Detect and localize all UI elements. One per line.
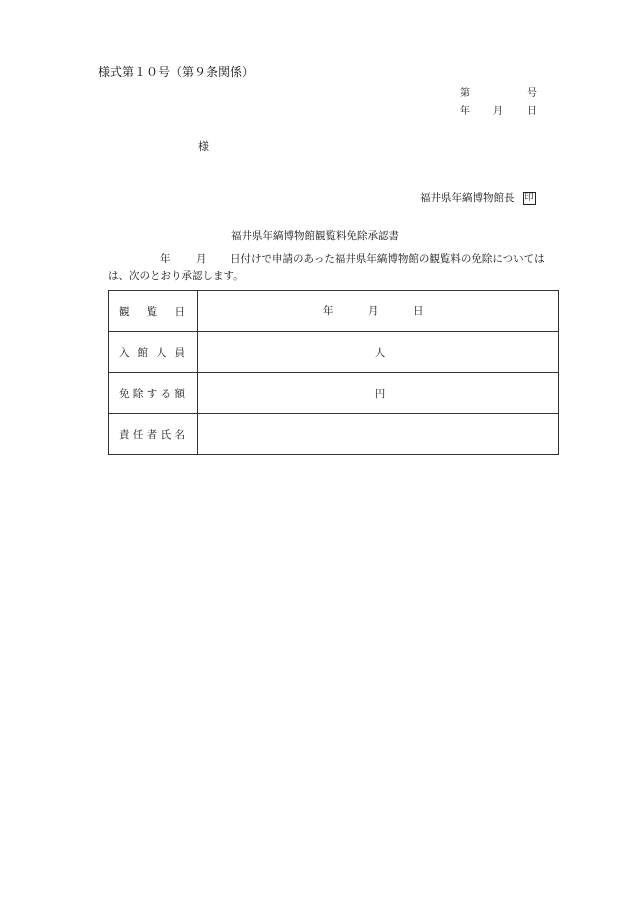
addressee-suffix: 様 <box>198 140 209 153</box>
issuer-line <box>420 190 536 205</box>
approval-table <box>108 290 559 455</box>
visitors-unit: 人 <box>374 346 386 359</box>
table-row <box>109 291 559 332</box>
body-line-1-text: 日付けで申請のあった福井県年縞博物館の観覧料の免除については <box>230 253 545 265</box>
visit-date-year: 年 <box>323 304 334 317</box>
value-cell-responsible-person <box>198 414 559 455</box>
label-cell <box>109 291 198 332</box>
table-row <box>109 332 559 373</box>
issue-date-day: 日 <box>527 106 537 117</box>
form-number: 様式第１０号（第９条関係） <box>98 65 255 79</box>
body-year: 年 <box>160 253 171 265</box>
body-month: 月 <box>196 253 207 265</box>
row-label-exempt-amount: 免除する額 <box>119 387 185 400</box>
table-row <box>109 414 559 455</box>
doc-number-go: 号 <box>527 88 537 99</box>
visit-date-day: 日 <box>413 304 424 317</box>
issue-date-year: 年 <box>460 106 470 117</box>
visit-date-month: 月 <box>368 304 379 317</box>
value-cell-exempt-amount <box>198 373 559 414</box>
label-cell <box>109 373 198 414</box>
value-cell-visitors <box>198 332 559 373</box>
row-label-visitors: 入館人員 <box>119 346 185 359</box>
seal-mark: 印 <box>524 193 534 203</box>
issue-date-month: 月 <box>493 106 503 117</box>
issuer-name: 福井県年縞博物館長 <box>420 192 515 204</box>
label-cell <box>109 332 198 373</box>
table-row <box>109 373 559 414</box>
body-line-2: は、次のとおり承認します。 <box>108 270 244 282</box>
row-label-visit-date: 観覧日 <box>119 305 185 318</box>
value-cell-visit-date <box>198 291 559 332</box>
document-title: 福井県年縞博物館観覧料免除承認書 <box>231 230 399 242</box>
visit-date-units <box>323 303 433 317</box>
doc-number-dai: 第 <box>460 88 470 99</box>
label-cell <box>109 414 198 455</box>
exempt-amount-unit: 円 <box>374 387 386 400</box>
row-label-responsible-person: 責任者氏名 <box>119 428 185 441</box>
